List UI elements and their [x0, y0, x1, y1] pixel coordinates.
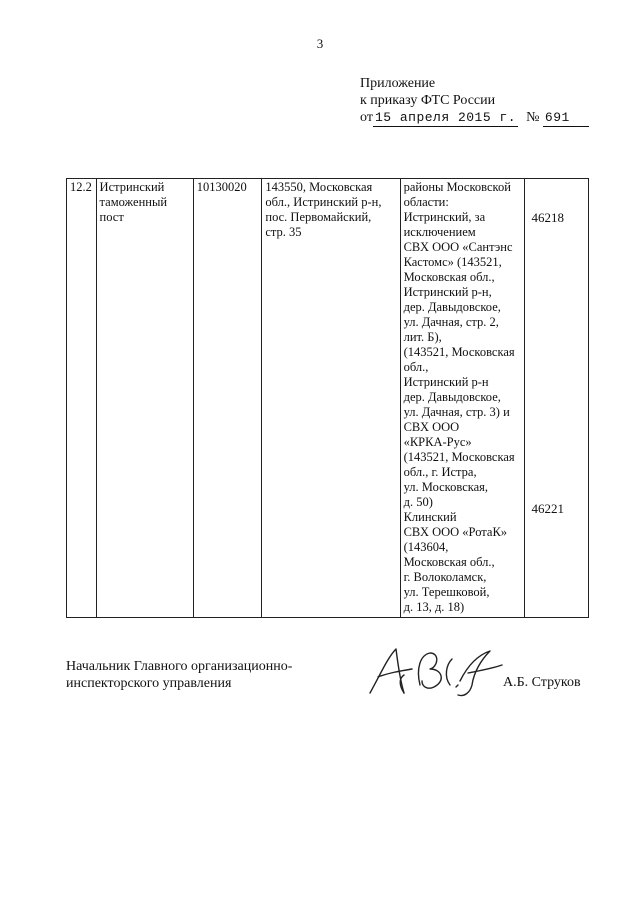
- row-index: 12.2: [67, 179, 97, 618]
- post-name-line: таможенный: [99, 195, 168, 209]
- area-line: (143521, Московская: [403, 345, 515, 359]
- area-line: области:: [403, 195, 449, 209]
- signatory-name: А.Б. Струков: [503, 675, 581, 690]
- post-code-entry: 46218: [531, 210, 564, 225]
- area-line: дер. Давыдовское,: [403, 390, 501, 404]
- post-name-line: пост: [99, 210, 124, 224]
- area-line: Истринский р-н: [403, 375, 489, 389]
- area-line: Московская обл.,: [403, 270, 495, 284]
- area-line: Кастомс» (143521,: [403, 255, 502, 269]
- post-code: 10130020: [193, 179, 262, 618]
- order-date-number-line: [360, 109, 600, 127]
- area-line: обл.,: [403, 360, 429, 374]
- date-prefix: от: [360, 110, 373, 125]
- areas-of-activity: [400, 179, 525, 618]
- area-line: (143604,: [403, 540, 449, 554]
- area-line: ул. Дачная, стр. 3) и: [403, 405, 510, 419]
- address-line: обл., Истринский р-н,: [265, 195, 382, 209]
- signatory-title: [66, 658, 292, 692]
- area-line: (143521, Московская: [403, 450, 515, 464]
- area-line: г. Волоколамск,: [403, 570, 487, 584]
- order-number: 691: [543, 109, 589, 127]
- table-row: [67, 179, 589, 618]
- appendix-header: [360, 75, 600, 127]
- number-prefix: №: [526, 110, 540, 125]
- area-line: «КРКА-Рус»: [403, 435, 472, 449]
- area-line: лит. Б),: [403, 330, 442, 344]
- area-line: Клинский: [403, 510, 457, 524]
- area-line: Московская обл.,: [403, 555, 495, 569]
- post-codes: [525, 179, 589, 618]
- post-code-entry: 46221: [531, 501, 564, 516]
- post-name: [96, 179, 193, 618]
- area-line: д. 50): [403, 495, 433, 509]
- area-line: исключением: [403, 225, 476, 239]
- area-line: Истринский р-н,: [403, 285, 492, 299]
- area-line: д. 13, д. 18): [403, 600, 465, 614]
- area-line: СВХ ООО «РотаК»: [403, 525, 508, 539]
- area-line: дер. Давыдовское,: [403, 300, 501, 314]
- signatory-title-line: Начальник Главного организационно-: [66, 659, 293, 674]
- appendix-title: Приложение: [360, 76, 436, 91]
- handwritten-signature: [360, 635, 510, 705]
- area-line: обл., г. Истра,: [403, 465, 477, 479]
- customs-posts-table: [66, 178, 589, 618]
- appendix-order-ref: к приказу ФТС России: [360, 93, 496, 108]
- address-line: стр. 35: [265, 225, 302, 239]
- order-date: 15 апреля 2015 г.: [374, 110, 517, 125]
- post-name-line: Истринский: [99, 180, 165, 194]
- area-line: СВХ ООО: [403, 420, 460, 434]
- area-line: СВХ ООО «Сантэнс: [403, 240, 513, 254]
- address-line: пос. Первомайский,: [265, 210, 372, 224]
- post-address: [262, 179, 400, 618]
- page-number: 3: [316, 36, 324, 51]
- area-line: ул. Терешковой,: [403, 585, 490, 599]
- address-line: 143550, Московская: [265, 180, 373, 194]
- signatory-title-line: инспекторского управления: [66, 676, 232, 691]
- area-line: районы Московской: [403, 180, 511, 194]
- area-line: ул. Дачная, стр. 2,: [403, 315, 499, 329]
- area-line: ул. Московская,: [403, 480, 489, 494]
- area-line: Истринский, за: [403, 210, 486, 224]
